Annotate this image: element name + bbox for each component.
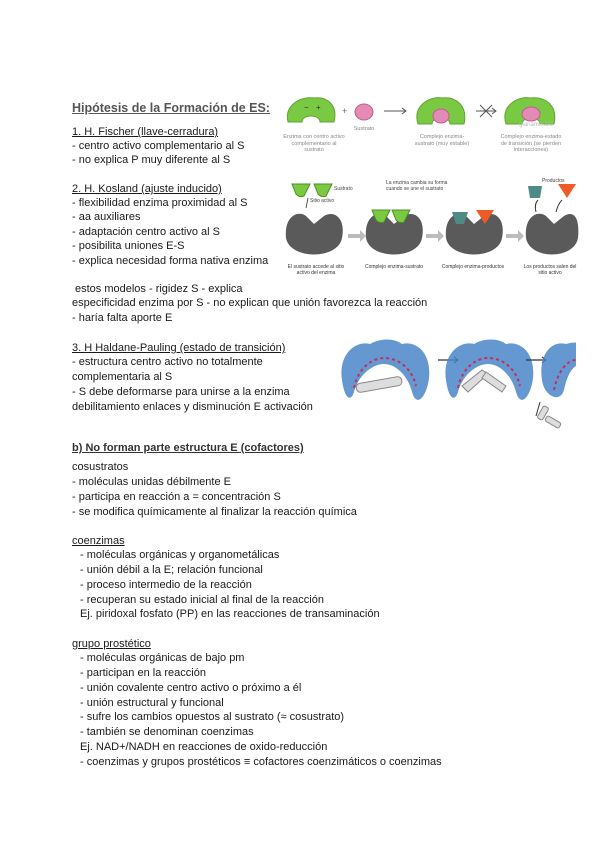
haldane-item: complementaria al S (72, 371, 173, 383)
caption-complejo-et: Complejo enzima-estado de transición (se pierden interacciones) (500, 134, 562, 153)
prostetico-item: - moléculas orgánicas de bajo pm (80, 652, 245, 664)
svg-text:+: + (342, 106, 348, 116)
prostetico-item: - también se denominan coenzimas (80, 726, 254, 738)
watermark: gianamescio (519, 122, 553, 128)
prostetico-item: - participan en la reacción (80, 667, 206, 679)
kosland-item: - aa auxiliares (72, 211, 141, 223)
caption-complejo-es: Complejo enzima-sustrato (muy estable) (414, 134, 470, 147)
label-sitio-activo: Sitio activo (310, 198, 335, 204)
coenzimas-item: - recuperan su estado inicial al final de la reacción (80, 594, 324, 606)
enzyme-shape (446, 214, 503, 255)
coenzimas-example: Ej. piridoxal fosfato (PP) en las reacciones de transaminación (80, 608, 380, 620)
fischer-item: - no explica P muy diferente al S (72, 154, 231, 166)
caption-sustrato: Sustrato (353, 126, 375, 132)
coenzimas-item: - unión débil a la E; relación funcional (80, 564, 263, 576)
kosland-item: - explica necesidad forma nativa enzima (72, 255, 269, 267)
cosustratos-item: - se modifica químicamente al finalizar la reacción química (72, 506, 357, 518)
fischer-title: 1. H. Fischer (llave-cerradura) (72, 126, 219, 138)
haldane-item: debilitamiento enlaces y disminución E activación (72, 401, 313, 413)
label-sustrato: Sustrato (334, 186, 353, 192)
page-heading: Hipótesis de la Formación de ES: (72, 101, 270, 115)
coenzimas-title: coenzimas (72, 535, 125, 547)
enzyme-shape (341, 340, 429, 400)
enzyme-shape (286, 214, 343, 255)
enzyme-shape (366, 214, 423, 255)
prostetico-item: - sufre los cambios opuestos al sustrato (≈ cosustrato) (80, 711, 345, 723)
haldane-item: - estructura centro activo no totalmente (72, 356, 263, 368)
caption-step1: El sustrato accede al sitio activo del enzima (287, 264, 345, 276)
enzyme-shape (287, 98, 334, 122)
kosland-item: - flexibilidad enzima proximidad al S (72, 197, 248, 209)
prostetico-example: Ej. NAD+/NADH en reacciones de oxido-reducción (80, 741, 328, 753)
prostetico-title: grupo prostético (72, 638, 151, 650)
kosland-note: estos modelos - rigidez S - explica (75, 283, 243, 295)
enzyme-shape (541, 343, 576, 398)
cosustratos-item: - moléculas unidas débilmente E (72, 476, 231, 488)
kosland-item: - posibilita uniones E-S (72, 240, 185, 252)
caption-step2: Complejo enzima-sustrato (364, 264, 424, 270)
fig-induced-fit (280, 176, 580, 286)
caption-step3: Complejo enzima-productos (441, 264, 505, 270)
svg-text:+: + (316, 103, 321, 112)
cofactores-title: b) No forman parte estructura E (cofactores) (72, 442, 304, 454)
prostetico-item: - unión estructural y funcional (80, 697, 224, 709)
fig-transition-state (336, 334, 576, 434)
cosustratos-subtitle: cosustratos (72, 461, 129, 473)
prostetico-item: - unión covalente centro activo o próximo a él (80, 682, 302, 694)
fischer-item: - centro activo complementario al S (72, 140, 245, 152)
fig-transition-state-drawing (336, 334, 576, 434)
label-cambio-forma: La enzima cambia su forma cuando se une el sustrato (386, 180, 448, 192)
cosustratos-item: - participa en reacción a = concentración S (72, 491, 281, 503)
enzyme-shape (445, 340, 533, 400)
haldane-item: - S debe deformarse para unirse a la enzima (72, 386, 290, 398)
fig-lock-key (280, 92, 580, 182)
kosland-title: 2. H. Kosland (ajuste inducido) (72, 183, 222, 195)
svg-text:−: − (304, 103, 309, 112)
haldane-title: 3. H Haldane-Pauling (estado de transición) (72, 342, 286, 354)
kosland-note: especificidad enzima por S - no explican que unión favorezca la reacción (72, 297, 428, 309)
kosland-item: - adaptación centro activo al S (72, 226, 220, 238)
prostetico-last: - coenzimas y grupos prostéticos ≡ cofactores coenzimáticos o coenzimas (80, 756, 442, 768)
caption-step4: Los productos salen del sitio activo (523, 264, 577, 276)
substrate-shape (355, 104, 373, 120)
label-productos: Productos (542, 178, 565, 184)
caption-enzima: Enzima con centro activo complementario al sustrato (283, 134, 345, 153)
kosland-note: - haría falta aporte E (72, 312, 173, 324)
coenzimas-item: - moléculas orgánicas y organometálicas (80, 549, 280, 561)
coenzimas-item: - proceso intermedio de la reacción (80, 579, 252, 591)
enzyme-shape (526, 214, 579, 255)
